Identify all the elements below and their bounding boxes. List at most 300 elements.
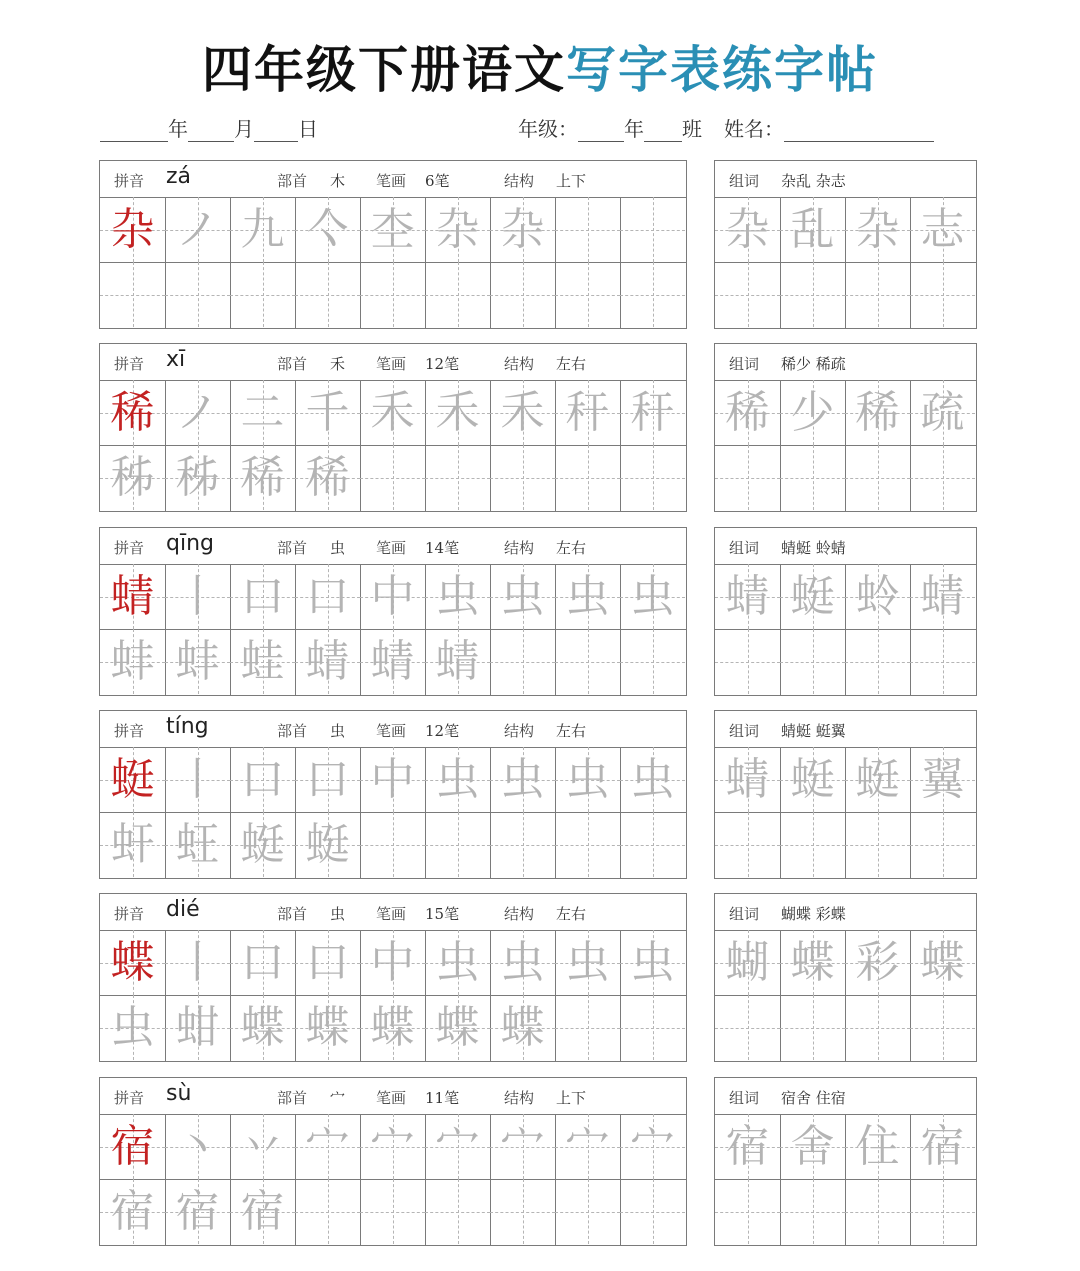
- practice-cell[interactable]: [295, 1179, 360, 1244]
- word-practice-cell[interactable]: [780, 629, 845, 694]
- practice-cell[interactable]: [230, 1114, 295, 1179]
- word-practice-cell[interactable]: [715, 1179, 780, 1244]
- word-practice-cell[interactable]: [715, 380, 780, 445]
- word-practice-cell[interactable]: [715, 1114, 780, 1179]
- grid-guide-vertical: [878, 995, 879, 1060]
- trace-character: 蚶: [175, 1002, 220, 1053]
- practice-cell[interactable]: [100, 629, 165, 694]
- practice-cell[interactable]: [295, 995, 360, 1060]
- practice-cell[interactable]: [165, 930, 230, 995]
- practice-cell[interactable]: [100, 812, 165, 877]
- character-block-4: [99, 893, 687, 1062]
- pinyin-value: tíng: [166, 714, 209, 739]
- practice-cell[interactable]: [555, 1114, 620, 1179]
- word-practice-cell[interactable]: [715, 445, 780, 510]
- practice-cell[interactable]: [295, 197, 360, 262]
- practice-cell[interactable]: [425, 930, 490, 995]
- strokes-value: 15笔: [425, 905, 460, 923]
- strokes-value: 12笔: [425, 722, 460, 740]
- practice-cell[interactable]: [555, 197, 620, 262]
- trace-character: 住: [855, 1121, 900, 1172]
- practice-cell[interactable]: [295, 747, 360, 812]
- practice-cell[interactable]: [425, 262, 490, 327]
- radical-value: 禾: [330, 355, 346, 373]
- model-character: 宿: [110, 1121, 155, 1172]
- word-practice-cell[interactable]: [715, 564, 780, 629]
- trace-character: 宀: [370, 1121, 415, 1172]
- trace-character: 口: [305, 571, 350, 622]
- practice-cell[interactable]: [295, 1114, 360, 1179]
- word-practice-cell[interactable]: [845, 1179, 910, 1244]
- grid-guide-vertical: [813, 262, 814, 327]
- year-blank[interactable]: [100, 119, 168, 142]
- word-practice-cell[interactable]: [910, 262, 975, 327]
- practice-cell[interactable]: [360, 262, 425, 327]
- practice-cell[interactable]: [490, 747, 555, 812]
- grid-guide-vertical: [523, 1179, 524, 1244]
- trace-character: 蜓: [305, 819, 350, 870]
- word-practice-cell[interactable]: [715, 629, 780, 694]
- practice-cell[interactable]: [425, 812, 490, 877]
- word-practice-cell[interactable]: [780, 1179, 845, 1244]
- practice-cell[interactable]: [230, 812, 295, 877]
- trace-character: 彩: [855, 937, 900, 988]
- practice-cell[interactable]: [620, 812, 685, 877]
- radical-label: 部首: [277, 905, 308, 923]
- day-blank[interactable]: [254, 119, 298, 142]
- practice-cell[interactable]: [620, 564, 685, 629]
- model-character: 杂: [110, 204, 155, 255]
- practice-cell[interactable]: [425, 197, 490, 262]
- trace-character: 宀: [305, 1121, 350, 1172]
- practice-cell[interactable]: [230, 262, 295, 327]
- trace-character: 疏: [920, 387, 965, 438]
- word-practice-cell[interactable]: [910, 564, 975, 629]
- grid-guide-vertical: [878, 445, 879, 510]
- trace-character: 蚟: [175, 819, 220, 870]
- radical-label: 部首: [277, 172, 308, 190]
- practice-cell[interactable]: [555, 747, 620, 812]
- grid-guide-vertical: [653, 812, 654, 877]
- trace-character: 中: [370, 937, 415, 988]
- trace-character: 口: [305, 937, 350, 988]
- practice-cell[interactable]: [165, 564, 230, 629]
- word-practice-cell[interactable]: [780, 995, 845, 1060]
- grid-guide-vertical: [588, 629, 589, 694]
- grid-guide-vertical: [943, 629, 944, 694]
- practice-cell[interactable]: [360, 812, 425, 877]
- model-cell: [100, 747, 165, 812]
- character-header: [100, 711, 686, 748]
- word-header: [715, 1078, 976, 1115]
- practice-cell[interactable]: [490, 995, 555, 1060]
- trace-character: 蝴: [725, 937, 770, 988]
- word-practice-cell[interactable]: [910, 930, 975, 995]
- practice-cell[interactable]: [295, 564, 360, 629]
- grid-guide-vertical: [813, 629, 814, 694]
- pinyin-value: qīng: [166, 531, 214, 556]
- word-practice-cell[interactable]: [715, 747, 780, 812]
- word-practice-cell[interactable]: [715, 197, 780, 262]
- grid-guide-vertical: [328, 262, 329, 327]
- word-block-0: [714, 160, 977, 329]
- word-practice-cell[interactable]: [780, 445, 845, 510]
- character-header: [100, 344, 686, 381]
- month-blank[interactable]: [188, 119, 234, 142]
- trace-character: 二: [240, 387, 285, 438]
- practice-cell[interactable]: [165, 380, 230, 445]
- trace-character: 蜻: [920, 571, 965, 622]
- year-label: 年: [168, 117, 188, 141]
- trace-character: 蜻: [435, 636, 480, 687]
- practice-cell[interactable]: [490, 380, 555, 445]
- trace-character: 虫: [435, 937, 480, 988]
- name-blank[interactable]: [784, 119, 934, 142]
- practice-cell[interactable]: [425, 1114, 490, 1179]
- word-header: [715, 894, 976, 931]
- word-practice-cell[interactable]: [910, 197, 975, 262]
- practice-cell[interactable]: [230, 380, 295, 445]
- model-cell: [100, 1114, 165, 1179]
- practice-cell[interactable]: [360, 197, 425, 262]
- model-character: 蜻: [110, 571, 155, 622]
- grid-guide-vertical: [813, 995, 814, 1060]
- title-part1: 四年级下册语文: [202, 41, 566, 99]
- practice-cell[interactable]: [490, 629, 555, 694]
- practice-cell[interactable]: [425, 995, 490, 1060]
- practice-cell[interactable]: [490, 1114, 555, 1179]
- practice-cell[interactable]: [555, 812, 620, 877]
- practice-cell[interactable]: [295, 380, 360, 445]
- pinyin-label: 拼音: [114, 1089, 145, 1107]
- word-practice-cell[interactable]: [715, 995, 780, 1060]
- grid-guide-vertical: [523, 262, 524, 327]
- grid-guide-vertical: [878, 262, 879, 327]
- trace-character: 亽: [305, 204, 350, 255]
- trace-character: 稀: [725, 387, 770, 438]
- word-practice-cell[interactable]: [780, 812, 845, 877]
- pinyin-value: xī: [166, 347, 186, 372]
- model-cell: [100, 564, 165, 629]
- practice-cell[interactable]: [100, 1179, 165, 1244]
- practice-cell[interactable]: [165, 1114, 230, 1179]
- practice-cell[interactable]: [620, 1179, 685, 1244]
- word-practice-cell[interactable]: [910, 812, 975, 877]
- practice-cell[interactable]: [555, 445, 620, 510]
- practice-cell[interactable]: [360, 629, 425, 694]
- practice-cell[interactable]: [555, 564, 620, 629]
- practice-cell[interactable]: [490, 1179, 555, 1244]
- structure-value: 上下: [556, 1089, 587, 1107]
- trace-character: 虫: [630, 937, 675, 988]
- practice-cell[interactable]: [555, 1179, 620, 1244]
- pinyin-label: 拼音: [114, 722, 145, 740]
- grid-guide-vertical: [523, 629, 524, 694]
- practice-cell[interactable]: [555, 930, 620, 995]
- date-line: [100, 113, 318, 147]
- practice-cell[interactable]: [360, 930, 425, 995]
- practice-cell[interactable]: [620, 197, 685, 262]
- practice-cell[interactable]: [230, 1179, 295, 1244]
- grid-guide-vertical: [653, 629, 654, 694]
- word-header: [715, 161, 976, 198]
- grid-guide-vertical: [458, 812, 459, 877]
- radical-value: 虫: [330, 905, 346, 923]
- trace-character: 宀: [435, 1121, 480, 1172]
- model-cell: [100, 380, 165, 445]
- practice-cell[interactable]: [100, 995, 165, 1060]
- strokes-label: 笔画: [376, 172, 407, 190]
- practice-cell[interactable]: [360, 995, 425, 1060]
- grid-guide-vertical: [748, 812, 749, 877]
- word-practice-cell[interactable]: [780, 930, 845, 995]
- practice-cell[interactable]: [165, 262, 230, 327]
- practice-cell[interactable]: [490, 930, 555, 995]
- practice-cell[interactable]: [620, 262, 685, 327]
- word-practice-cell[interactable]: [910, 445, 975, 510]
- trace-character: 蛙: [240, 636, 285, 687]
- word-practice-cell[interactable]: [715, 930, 780, 995]
- word-header: [715, 344, 976, 381]
- words-label: 组词: [729, 172, 760, 190]
- trace-character: 宀: [500, 1121, 545, 1172]
- trace-character: 稀: [305, 452, 350, 503]
- practice-cell[interactable]: [555, 995, 620, 1060]
- word-block-1: [714, 343, 977, 512]
- practice-cell[interactable]: [360, 1179, 425, 1244]
- grid-guide-vertical: [653, 1179, 654, 1244]
- practice-cell[interactable]: [490, 445, 555, 510]
- practice-cell[interactable]: [295, 812, 360, 877]
- practice-cell[interactable]: [230, 629, 295, 694]
- grade-blank[interactable]: [578, 119, 624, 142]
- strokes-value: 12笔: [425, 355, 460, 373]
- word-header: [715, 711, 976, 748]
- trace-character: 蝶: [500, 1002, 545, 1053]
- grid-guide-vertical: [878, 1179, 879, 1244]
- practice-cell[interactable]: [230, 747, 295, 812]
- practice-cell[interactable]: [620, 445, 685, 510]
- practice-cell[interactable]: [425, 564, 490, 629]
- word-practice-cell[interactable]: [845, 930, 910, 995]
- trace-character: 蜓: [790, 754, 835, 805]
- word-practice-cell[interactable]: [845, 1114, 910, 1179]
- practice-cell[interactable]: [295, 445, 360, 510]
- word-practice-cell[interactable]: [845, 812, 910, 877]
- structure-label: 结构: [504, 539, 535, 557]
- word-practice-cell[interactable]: [910, 380, 975, 445]
- word-practice-cell[interactable]: [910, 995, 975, 1060]
- trace-character: 丷: [240, 1121, 285, 1172]
- practice-cell[interactable]: [490, 564, 555, 629]
- grid-guide-vertical: [588, 995, 589, 1060]
- practice-cell[interactable]: [165, 747, 230, 812]
- trace-character: 蚌: [110, 636, 155, 687]
- words-value: 杂乱 杂志: [781, 172, 846, 190]
- grid-guide-vertical: [133, 262, 134, 327]
- structure-label: 结构: [504, 905, 535, 923]
- practice-cell[interactable]: [555, 629, 620, 694]
- practice-cell[interactable]: [425, 1179, 490, 1244]
- strokes-label: 笔画: [376, 539, 407, 557]
- practice-cell[interactable]: [620, 629, 685, 694]
- trace-character: 蜓: [855, 754, 900, 805]
- grid-guide-vertical: [878, 629, 879, 694]
- grid-guide-vertical: [943, 1179, 944, 1244]
- grid-guide-vertical: [588, 812, 589, 877]
- practice-cell[interactable]: [165, 812, 230, 877]
- word-practice-cell[interactable]: [845, 564, 910, 629]
- page-title: [0, 32, 1080, 108]
- practice-cell[interactable]: [165, 445, 230, 510]
- trace-character: 蜻: [305, 636, 350, 687]
- practice-cell[interactable]: [620, 747, 685, 812]
- class-label: 班: [682, 117, 702, 141]
- practice-cell[interactable]: [230, 197, 295, 262]
- trace-character: 蜓: [790, 571, 835, 622]
- practice-cell[interactable]: [295, 629, 360, 694]
- word-practice-cell[interactable]: [780, 747, 845, 812]
- student-line: [518, 113, 934, 147]
- practice-cell[interactable]: [165, 1179, 230, 1244]
- practice-cell[interactable]: [425, 380, 490, 445]
- word-block-3: [714, 710, 977, 879]
- grid-guide-vertical: [748, 445, 749, 510]
- word-practice-cell[interactable]: [910, 1114, 975, 1179]
- trace-character: 蛉: [855, 571, 900, 622]
- practice-cell[interactable]: [555, 380, 620, 445]
- word-practice-cell[interactable]: [910, 629, 975, 694]
- word-practice-cell[interactable]: [780, 380, 845, 445]
- grade-label: 年级：: [518, 117, 578, 141]
- practice-cell[interactable]: [620, 1114, 685, 1179]
- word-practice-cell[interactable]: [845, 747, 910, 812]
- structure-value: 上下: [556, 172, 587, 190]
- grid-guide-vertical: [748, 629, 749, 694]
- grade-year-label: 年: [624, 117, 644, 141]
- radical-label: 部首: [277, 1089, 308, 1107]
- word-practice-cell[interactable]: [910, 1179, 975, 1244]
- trace-character: 蜻: [725, 571, 770, 622]
- practice-cell[interactable]: [165, 995, 230, 1060]
- practice-cell[interactable]: [360, 380, 425, 445]
- practice-cell[interactable]: [360, 747, 425, 812]
- grid-guide-vertical: [588, 262, 589, 327]
- words-value: 稀少 稀疏: [781, 355, 846, 373]
- class-blank[interactable]: [644, 119, 682, 142]
- grid-guide-vertical: [393, 812, 394, 877]
- practice-cell[interactable]: [620, 930, 685, 995]
- word-header: [715, 528, 976, 565]
- practice-cell[interactable]: [425, 445, 490, 510]
- word-practice-cell[interactable]: [845, 995, 910, 1060]
- practice-cell[interactable]: [100, 445, 165, 510]
- grid-guide-vertical: [458, 445, 459, 510]
- practice-cell[interactable]: [425, 747, 490, 812]
- trace-character: 虫: [435, 571, 480, 622]
- pinyin-label: 拼音: [114, 172, 145, 190]
- trace-character: 秭: [110, 452, 155, 503]
- word-practice-cell[interactable]: [845, 380, 910, 445]
- trace-character: 虫: [435, 754, 480, 805]
- practice-cell[interactable]: [165, 197, 230, 262]
- grid-guide-vertical: [813, 445, 814, 510]
- trace-character: 丨: [175, 571, 220, 622]
- word-practice-cell[interactable]: [780, 197, 845, 262]
- word-practice-cell[interactable]: [845, 445, 910, 510]
- grid-guide-vertical: [653, 995, 654, 1060]
- practice-cell[interactable]: [620, 995, 685, 1060]
- practice-cell[interactable]: [360, 445, 425, 510]
- trace-character: 九: [240, 204, 285, 255]
- practice-cell[interactable]: [295, 930, 360, 995]
- structure-label: 结构: [504, 355, 535, 373]
- practice-cell[interactable]: [230, 564, 295, 629]
- practice-cell[interactable]: [555, 262, 620, 327]
- practice-cell[interactable]: [490, 812, 555, 877]
- word-practice-cell[interactable]: [845, 629, 910, 694]
- word-practice-cell[interactable]: [845, 262, 910, 327]
- practice-cell[interactable]: [100, 262, 165, 327]
- practice-cell[interactable]: [360, 564, 425, 629]
- word-practice-cell[interactable]: [845, 197, 910, 262]
- character-block-2: [99, 527, 687, 696]
- grid-guide-vertical: [523, 445, 524, 510]
- trace-character: 宿: [110, 1186, 155, 1237]
- trace-character: 虫: [630, 754, 675, 805]
- trace-character: 口: [240, 571, 285, 622]
- practice-cell[interactable]: [165, 629, 230, 694]
- word-practice-cell[interactable]: [715, 262, 780, 327]
- practice-cell[interactable]: [230, 995, 295, 1060]
- trace-character: 秆: [630, 387, 675, 438]
- word-practice-cell[interactable]: [910, 747, 975, 812]
- word-practice-cell[interactable]: [780, 1114, 845, 1179]
- practice-cell[interactable]: [360, 1114, 425, 1179]
- character-header: [100, 1078, 686, 1115]
- trace-character: 乱: [790, 204, 835, 255]
- trace-character: 禾: [370, 387, 415, 438]
- grid-guide-vertical: [588, 197, 589, 262]
- trace-character: 宀: [565, 1121, 610, 1172]
- structure-value: 左右: [556, 722, 587, 740]
- trace-character: 秆: [565, 387, 610, 438]
- words-label: 组词: [729, 355, 760, 373]
- character-block-3: [99, 710, 687, 879]
- word-block-2: [714, 527, 977, 696]
- practice-cell[interactable]: [295, 262, 360, 327]
- word-practice-cell[interactable]: [780, 564, 845, 629]
- word-practice-cell[interactable]: [780, 262, 845, 327]
- practice-cell[interactable]: [490, 262, 555, 327]
- trace-character: 蝶: [240, 1002, 285, 1053]
- grid-guide-vertical: [943, 445, 944, 510]
- practice-cell[interactable]: [230, 445, 295, 510]
- trace-character: 虫: [565, 754, 610, 805]
- radical-value: 虫: [330, 539, 346, 557]
- strokes-value: 11笔: [425, 1089, 460, 1107]
- practice-cell[interactable]: [620, 380, 685, 445]
- word-practice-cell[interactable]: [715, 812, 780, 877]
- trace-character: 稀: [240, 452, 285, 503]
- practice-cell[interactable]: [425, 629, 490, 694]
- trace-character: 中: [370, 571, 415, 622]
- practice-cell[interactable]: [490, 197, 555, 262]
- grid-guide-vertical: [393, 262, 394, 327]
- trace-character: 翼: [920, 754, 965, 805]
- grid-guide-vertical: [328, 1179, 329, 1244]
- practice-cell[interactable]: [230, 930, 295, 995]
